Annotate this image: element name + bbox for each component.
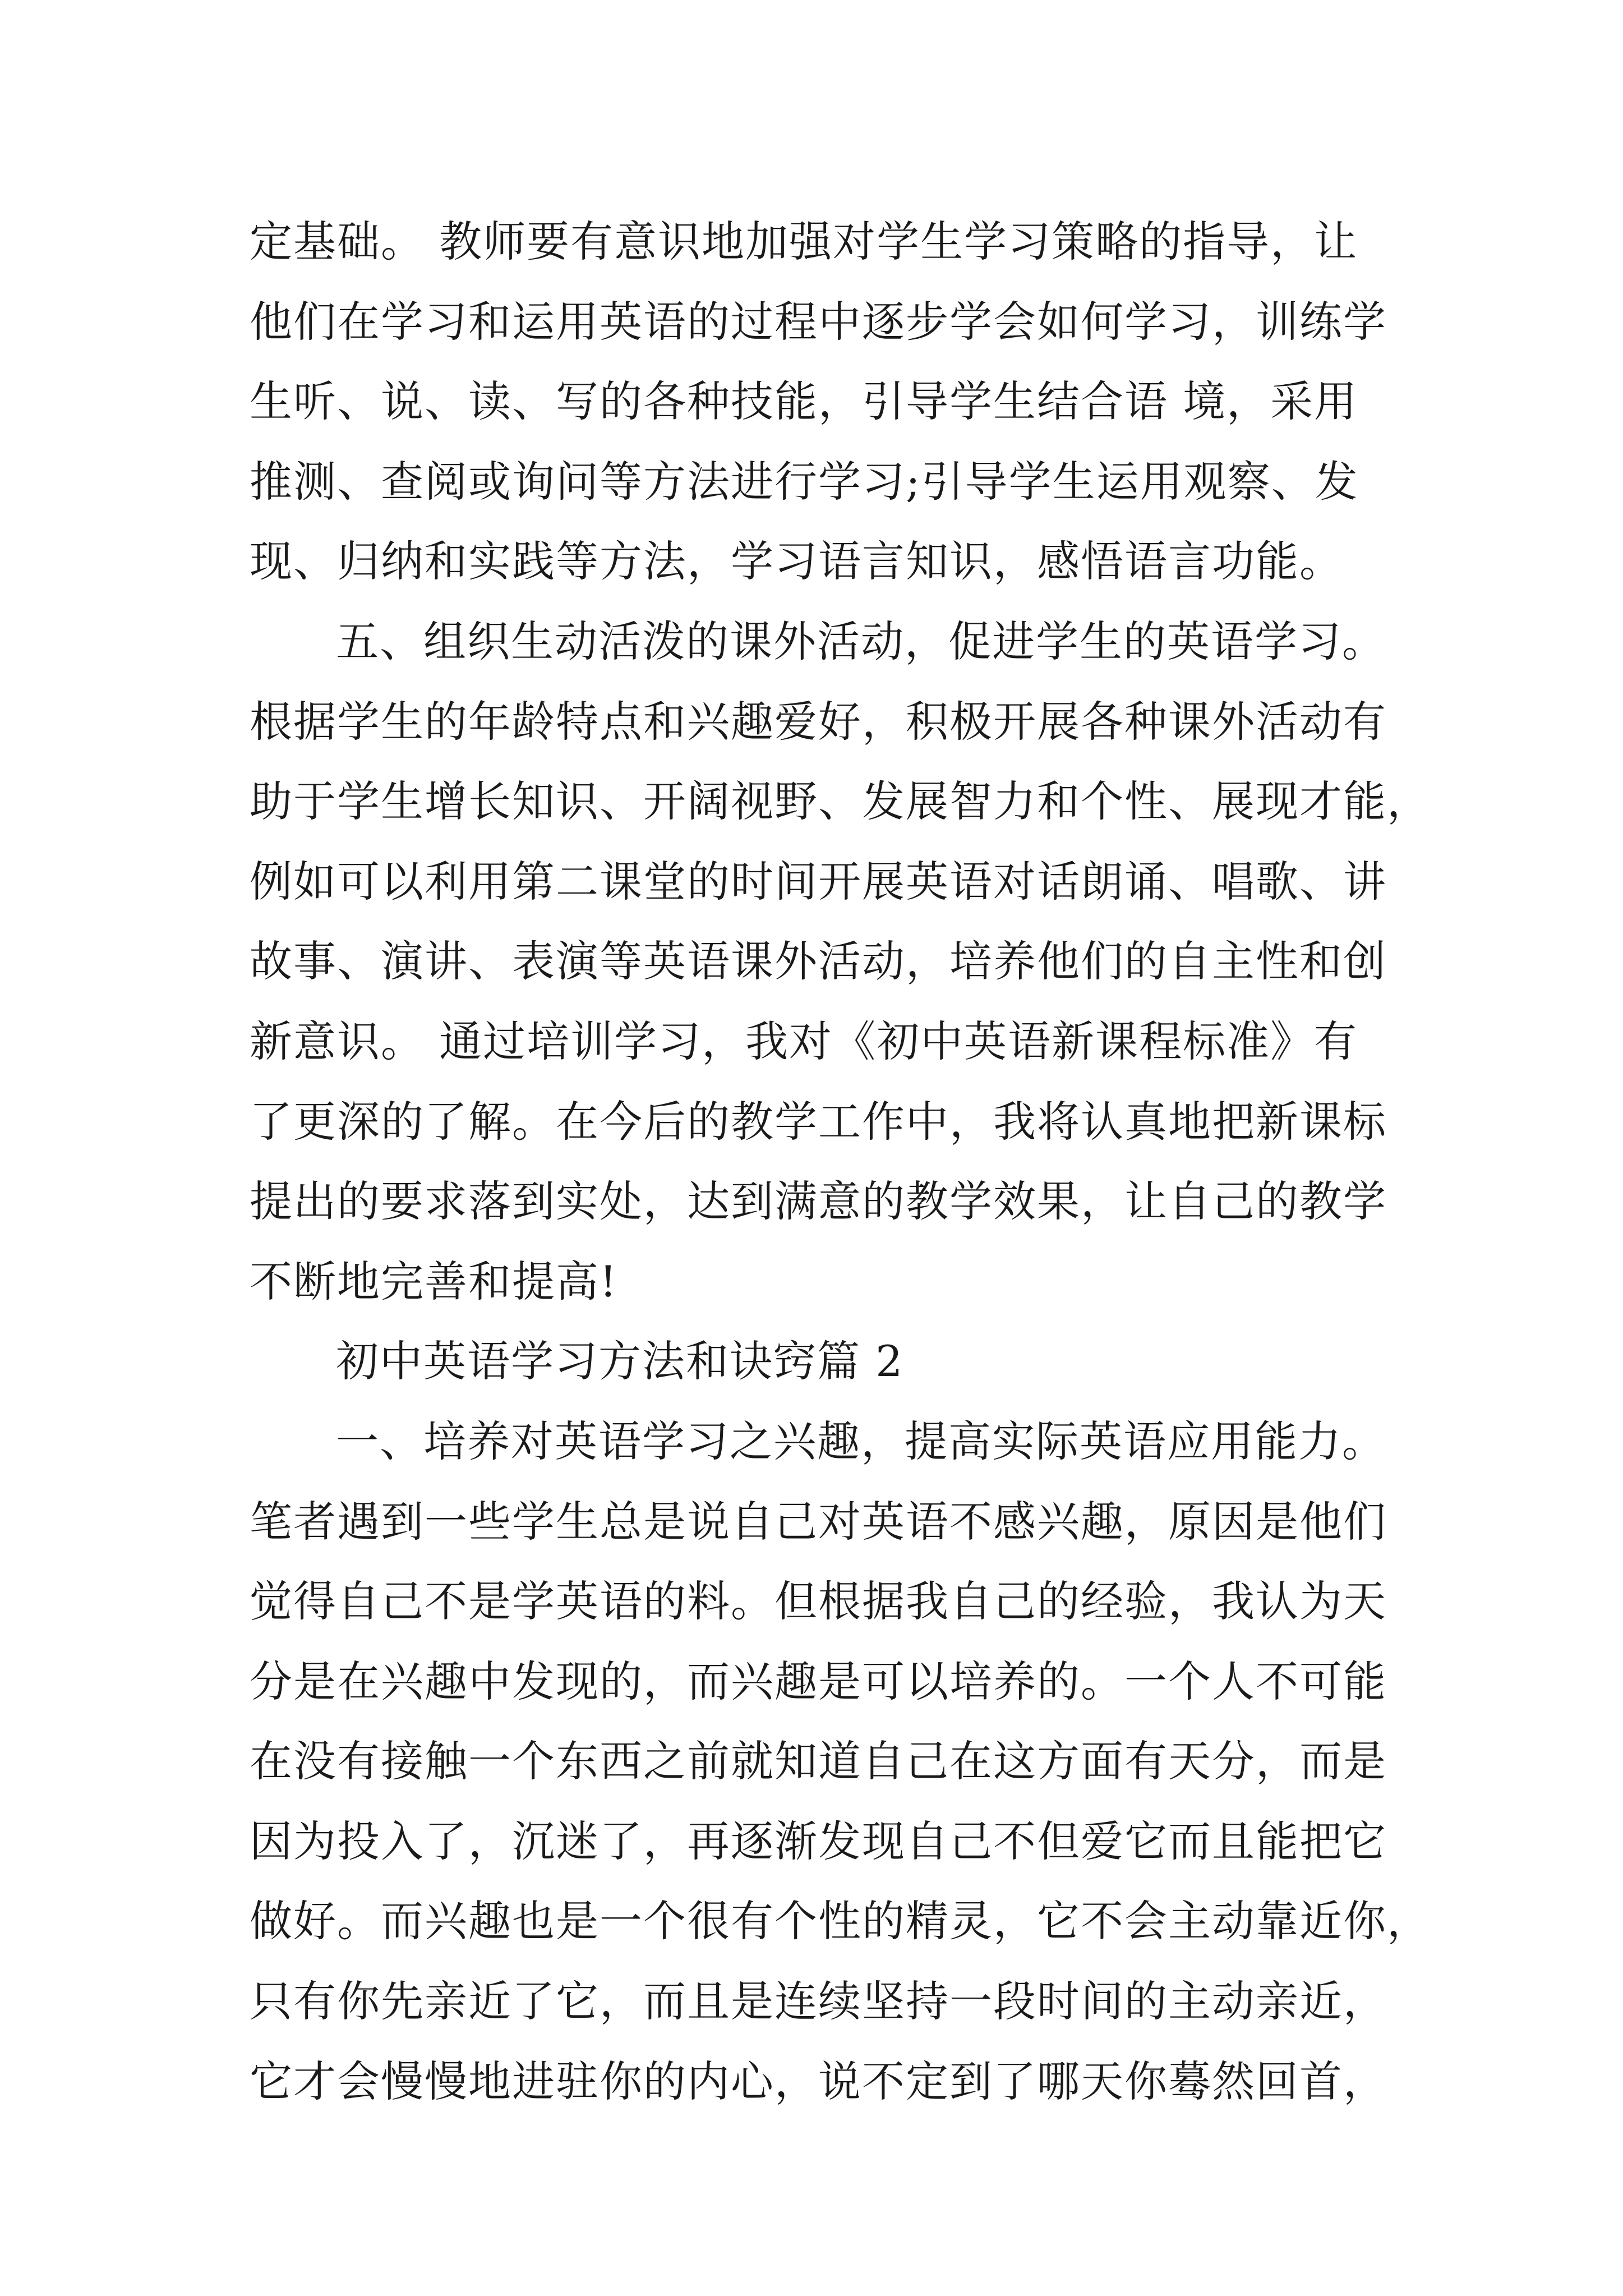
text-line: 新意识。 通过培训学习，我对《初中英语新课程标准》有 [250, 1016, 1358, 1066]
text-line: 分是在兴趣中发现的，而兴趣是可以培养的。一个人不可能 [250, 1656, 1387, 1706]
text-line: 觉得自己不是学英语的料。但根据我自己的经验，我认为天 [250, 1576, 1387, 1627]
text-line: 生听、说、读、写的各种技能，引导学生结合语 境，采用 [250, 376, 1358, 427]
text-line: 不断地完善和提高! [250, 1256, 618, 1306]
text-line: 定基础。 教师要有意识地加强对学生学习策略的指导，让 [250, 217, 1358, 266]
text-line: 笔者遇到一些学生总是说自己对英语不感兴趣，原因是他们 [250, 1496, 1387, 1547]
text-line: 它才会慢慢地进驻你的内心，说不定到了哪天你蓦然回首， [250, 2056, 1387, 2106]
paragraph-heading-line: 一、培养对英语学习之兴趣，提高实际英语应用能力。 [336, 1416, 1386, 1466]
text-line: 做好。而兴趣也是一个很有个性的精灵，它不会主动靠近你， [250, 1896, 1431, 1947]
text-line: 推测、查阅或询问等方法进行学习;引导学生运用观察、发 [250, 456, 1359, 507]
text-line: 因为投入了，沉迷了，再逐渐发现自己不但爱它而且能把它 [250, 1816, 1387, 1866]
text-line: 了更深的了解。在今后的教学工作中，我将认真地把新课标 [250, 1096, 1387, 1147]
text-line: 助于学生增长知识、开阔视野、发展智力和个性、展现才能， [250, 776, 1431, 827]
section-title: 初中英语学习方法和诀窍篇 2 [336, 1336, 904, 1387]
paragraph-heading-line: 五、组织生动活泼的课外活动，促进学生的英语学习。 [336, 616, 1386, 666]
text-line: 故事、演讲、表演等英语课外活动，培养他们的自主性和创 [250, 936, 1387, 987]
text-line: 根据学生的年龄特点和兴趣爱好，积极开展各种课外活动有 [250, 696, 1387, 747]
text-line: 提出的要求落到实处，达到满意的教学效果，让自己的教学 [250, 1176, 1387, 1227]
text-line: 在没有接触一个东西之前就知道自己在这方面有天分，而是 [250, 1736, 1387, 1787]
body-text [250, 202, 1431, 2122]
text-line: 现、归纳和实践等方法，学习语言知识，感悟语言功能。 [250, 536, 1343, 587]
text-line: 只有你先亲近了它，而且是连续坚持一段时间的主动亲近， [250, 1976, 1387, 2027]
text-line: 他们在学习和运用英语的过程中逐步学会如何学习，训练学 [250, 296, 1387, 347]
text-line: 例如可以利用第二课堂的时间开展英语对话朗诵、唱歌、讲 [250, 856, 1387, 907]
